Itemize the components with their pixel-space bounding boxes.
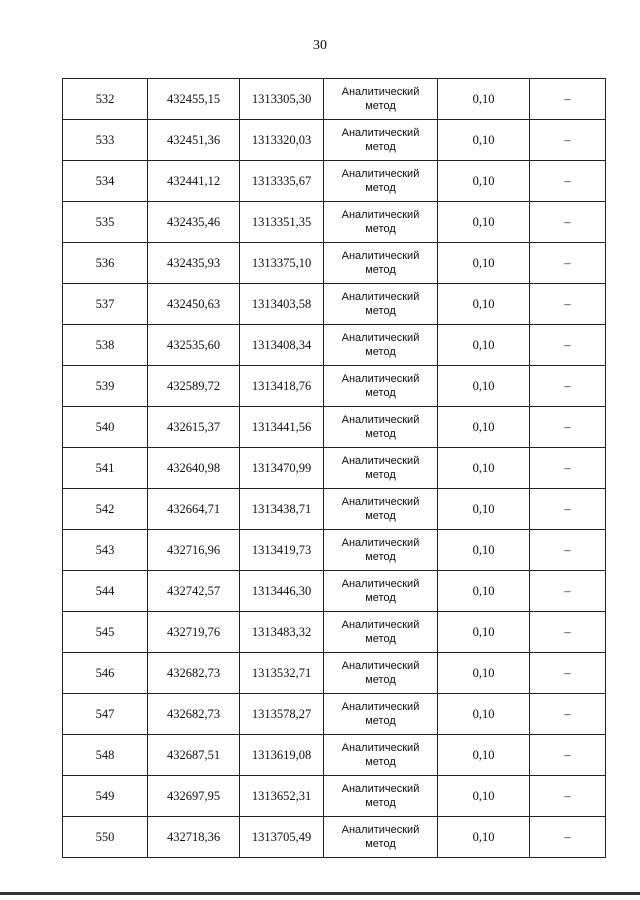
accuracy-cell: 0,10 [438,243,530,284]
point-number-cell: 549 [63,776,148,817]
accuracy-cell: 0,10 [438,161,530,202]
method-line-2: метод [365,428,396,440]
coordinate-y-cell: 1313403,58 [240,284,324,325]
table-row [63,653,606,694]
coordinate-x-cell: 432455,15 [148,79,240,120]
method-cell [324,325,438,366]
coordinate-x-cell: 432664,71 [148,489,240,530]
accuracy-cell: 0,10 [438,202,530,243]
method-cell [324,202,438,243]
method-cell [324,530,438,571]
method-line-1: Аналитический [341,127,420,139]
method-cell [324,694,438,735]
method-cell [324,571,438,612]
note-cell: – [530,161,606,202]
note-cell: – [530,489,606,530]
accuracy-cell: 0,10 [438,120,530,161]
note-cell: – [530,612,606,653]
coordinate-x-cell: 432451,36 [148,120,240,161]
point-number-cell: 536 [63,243,148,284]
coordinate-y-cell: 1313305,30 [240,79,324,120]
method-line-2: метод [365,387,396,399]
table-row [63,366,606,407]
method-line-2: метод [365,264,396,276]
method-line-1: Аналитический [341,578,420,590]
accuracy-cell: 0,10 [438,530,530,571]
method-line-2: метод [365,469,396,481]
accuracy-cell: 0,10 [438,366,530,407]
point-number-cell: 548 [63,735,148,776]
note-cell: – [530,653,606,694]
method-cell [324,653,438,694]
coordinate-y-cell: 1313578,27 [240,694,324,735]
method-line-2: метод [365,100,396,112]
table-row [63,571,606,612]
point-number-cell: 538 [63,325,148,366]
method-cell [324,448,438,489]
coordinate-x-cell: 432682,73 [148,653,240,694]
method-line-1: Аналитический [341,455,420,467]
method-line-2: метод [365,715,396,727]
note-cell: – [530,325,606,366]
method-line-1: Аналитический [341,414,420,426]
coordinate-y-cell: 1313470,99 [240,448,324,489]
method-line-1: Аналитический [341,619,420,631]
table-row [63,448,606,489]
coordinate-x-cell: 432615,37 [148,407,240,448]
point-number-cell: 535 [63,202,148,243]
method-cell [324,407,438,448]
method-cell [324,735,438,776]
table-body [63,79,606,858]
coordinate-x-cell: 432435,46 [148,202,240,243]
method-line-1: Аналитический [341,168,420,180]
coordinate-y-cell: 1313438,71 [240,489,324,530]
method-line-2: метод [365,510,396,522]
method-line-2: метод [365,674,396,686]
method-line-2: метод [365,223,396,235]
note-cell: – [530,694,606,735]
note-cell: – [530,366,606,407]
coordinate-x-cell: 432450,63 [148,284,240,325]
note-cell: – [530,571,606,612]
table-row [63,161,606,202]
coordinate-y-cell: 1313652,31 [240,776,324,817]
accuracy-cell: 0,10 [438,653,530,694]
table-row [63,79,606,120]
method-line-2: метод [365,182,396,194]
accuracy-cell: 0,10 [438,79,530,120]
table-row [63,120,606,161]
point-number-cell: 545 [63,612,148,653]
method-line-2: метод [365,141,396,153]
method-line-1: Аналитический [341,291,420,303]
coordinate-x-cell: 432697,95 [148,776,240,817]
note-cell: – [530,776,606,817]
point-number-cell: 537 [63,284,148,325]
coordinate-y-cell: 1313351,35 [240,202,324,243]
coordinate-x-cell: 432441,12 [148,161,240,202]
point-number-cell: 541 [63,448,148,489]
method-line-1: Аналитический [341,86,420,98]
method-line-1: Аналитический [341,209,420,221]
coordinate-y-cell: 1313375,10 [240,243,324,284]
note-cell: – [530,202,606,243]
method-line-2: метод [365,797,396,809]
note-cell: – [530,735,606,776]
table-row [63,489,606,530]
method-line-1: Аналитический [341,824,420,836]
method-line-1: Аналитический [341,660,420,672]
coordinate-x-cell: 432589,72 [148,366,240,407]
table-row [63,817,606,858]
point-number-cell: 533 [63,120,148,161]
table-row [63,612,606,653]
table-row [63,530,606,571]
page-bottom-rule [0,892,640,895]
method-cell [324,489,438,530]
accuracy-cell: 0,10 [438,448,530,489]
method-cell [324,120,438,161]
table-row [63,407,606,448]
method-cell [324,243,438,284]
method-line-2: метод [365,346,396,358]
point-number-cell: 543 [63,530,148,571]
method-line-1: Аналитический [341,250,420,262]
coordinate-y-cell: 1313446,30 [240,571,324,612]
note-cell: – [530,448,606,489]
coordinate-x-cell: 432687,51 [148,735,240,776]
method-line-1: Аналитический [341,783,420,795]
method-line-1: Аналитический [341,496,420,508]
accuracy-cell: 0,10 [438,571,530,612]
accuracy-cell: 0,10 [438,407,530,448]
note-cell: – [530,120,606,161]
note-cell: – [530,243,606,284]
point-number-cell: 547 [63,694,148,735]
note-cell: – [530,284,606,325]
method-line-1: Аналитический [341,537,420,549]
coordinate-x-cell: 432435,93 [148,243,240,284]
method-line-2: метод [365,633,396,645]
method-cell [324,79,438,120]
accuracy-cell: 0,10 [438,776,530,817]
coordinate-y-cell: 1313705,49 [240,817,324,858]
method-cell [324,366,438,407]
accuracy-cell: 0,10 [438,694,530,735]
table-row [63,735,606,776]
coordinate-y-cell: 1313532,71 [240,653,324,694]
point-number-cell: 544 [63,571,148,612]
method-cell [324,612,438,653]
note-cell: – [530,79,606,120]
coordinate-x-cell: 432535,60 [148,325,240,366]
accuracy-cell: 0,10 [438,817,530,858]
table-row [63,694,606,735]
method-line-1: Аналитический [341,742,420,754]
point-number-cell: 546 [63,653,148,694]
method-line-1: Аналитический [341,701,420,713]
coordinate-x-cell: 432640,98 [148,448,240,489]
method-cell [324,817,438,858]
method-line-2: метод [365,838,396,850]
table-row [63,243,606,284]
accuracy-cell: 0,10 [438,325,530,366]
coordinate-x-cell: 432742,57 [148,571,240,612]
method-line-2: метод [365,592,396,604]
accuracy-cell: 0,10 [438,612,530,653]
accuracy-cell: 0,10 [438,735,530,776]
coordinate-y-cell: 1313441,56 [240,407,324,448]
note-cell: – [530,817,606,858]
coordinate-x-cell: 432719,76 [148,612,240,653]
note-cell: – [530,407,606,448]
method-line-1: Аналитический [341,373,420,385]
table-row [63,776,606,817]
point-number-cell: 539 [63,366,148,407]
coordinate-y-cell: 1313418,76 [240,366,324,407]
point-number-cell: 540 [63,407,148,448]
coordinate-x-cell: 432682,73 [148,694,240,735]
point-number-cell: 550 [63,817,148,858]
point-number-cell: 542 [63,489,148,530]
table-row [63,325,606,366]
coordinate-y-cell: 1313419,73 [240,530,324,571]
method-line-1: Аналитический [341,332,420,344]
method-cell [324,776,438,817]
coordinate-y-cell: 1313483,32 [240,612,324,653]
point-number-cell: 534 [63,161,148,202]
coordinate-y-cell: 1313619,08 [240,735,324,776]
method-cell [324,284,438,325]
method-cell [324,161,438,202]
coordinate-y-cell: 1313408,34 [240,325,324,366]
table-row [63,202,606,243]
coordinate-x-cell: 432716,96 [148,530,240,571]
coordinate-y-cell: 1313335,67 [240,161,324,202]
method-line-2: метод [365,305,396,317]
coordinate-y-cell: 1313320,03 [240,120,324,161]
point-number-cell: 532 [63,79,148,120]
note-cell: – [530,530,606,571]
accuracy-cell: 0,10 [438,489,530,530]
page-number: 30 [313,38,327,53]
method-line-2: метод [365,551,396,563]
coordinates-table [62,78,606,858]
method-line-2: метод [365,756,396,768]
coordinate-x-cell: 432718,36 [148,817,240,858]
accuracy-cell: 0,10 [438,284,530,325]
table-row [63,284,606,325]
